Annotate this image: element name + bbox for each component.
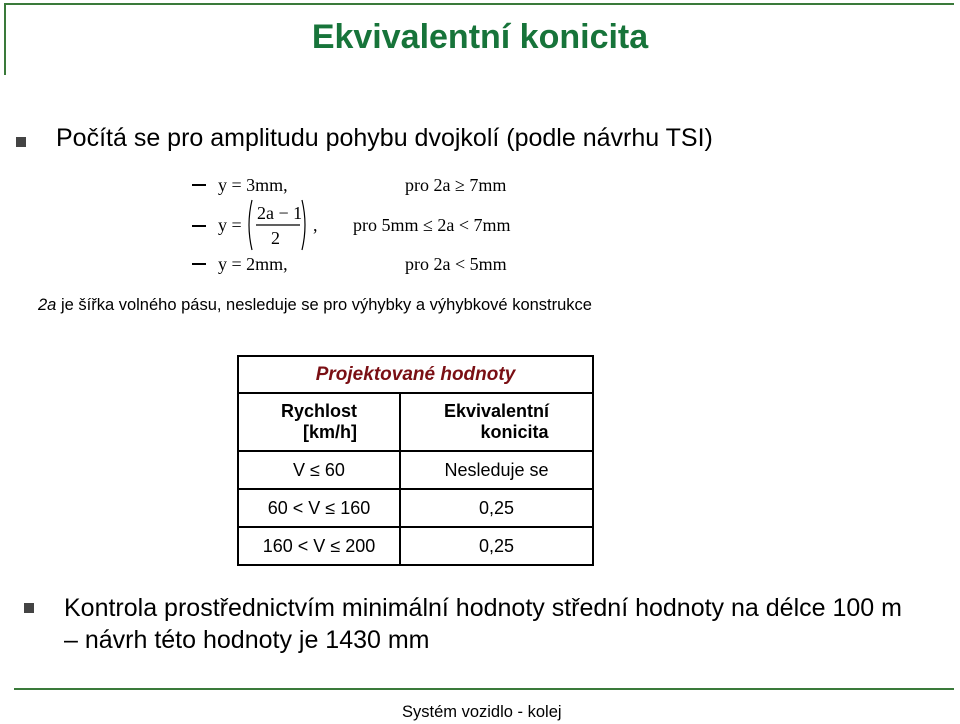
- note-text: je šířka volného pásu, nesleduje se pro výhybky a výhybkové konstrukce: [56, 296, 592, 314]
- table-cell-speed: 60 < V ≤ 160: [238, 489, 400, 527]
- table-row: [238, 527, 593, 565]
- note-free-gap-width: [38, 296, 592, 315]
- formula-dash-3: [192, 263, 206, 265]
- slide-title: Ekvivalentní konicita: [311, 18, 649, 56]
- conicity-table: [237, 355, 594, 566]
- formula-1-expression: y = 3mm,: [218, 175, 288, 195]
- slide-frame-bottom-line: [14, 688, 954, 690]
- bullet-text-proposal: – návrh této hodnoty je 1430 mm: [64, 626, 430, 654]
- table-cell-speed: 160 < V ≤ 200: [238, 527, 400, 565]
- table-row: [238, 489, 593, 527]
- table-header-speed: [238, 393, 400, 451]
- bullet-square-icon: [16, 137, 26, 147]
- table-header-conicity-line2: konicita: [480, 422, 549, 442]
- formula-3-condition: pro 2a < 5mm: [405, 254, 507, 274]
- table-cell-speed: V ≤ 60: [238, 451, 400, 489]
- bullet-square-icon: [24, 603, 34, 613]
- table-row: [238, 451, 593, 489]
- slide-footer: Systém vozidlo - kolej: [402, 703, 562, 721]
- formula-1-condition: pro 2a ≥ 7mm: [405, 175, 507, 195]
- bullet-text-amplitude: Počítá se pro amplitudu pohybu dvojkolí (podle návrhu TSI): [56, 124, 713, 152]
- formula-2-lhs: y =: [218, 215, 242, 235]
- table-cell-value: 0,25: [400, 527, 593, 565]
- note-variable: 2a: [38, 296, 57, 314]
- formula-3-expression: y = 2mm,: [218, 254, 288, 274]
- bullet-text-control: Kontrola prostřednictvím minimální hodnoty střední hodnoty na délce 100 m: [64, 594, 902, 622]
- table-header-conicity-line1: Ekvivalentní: [443, 401, 550, 421]
- table-header-speed-line2: [km/h]: [303, 422, 357, 442]
- formula-2-condition: pro 5mm ≤ 2a < 7mm: [353, 215, 511, 235]
- formula-2-denominator: 2: [271, 228, 280, 248]
- table-cell-value: 0,25: [400, 489, 593, 527]
- formula-dash-2: [192, 225, 206, 227]
- formula-2-numerator: 2a − 1: [257, 203, 303, 223]
- table-header-conicity: [400, 393, 593, 451]
- table-cell-value: Nesleduje se: [400, 451, 593, 489]
- slide-frame-top-line: [4, 3, 954, 5]
- formula-dash-1: [192, 184, 206, 186]
- formula-2-comma: ,: [313, 215, 318, 235]
- table-caption: Projektované hodnoty: [238, 356, 593, 393]
- table-header-speed-line1: Rychlost: [280, 401, 358, 421]
